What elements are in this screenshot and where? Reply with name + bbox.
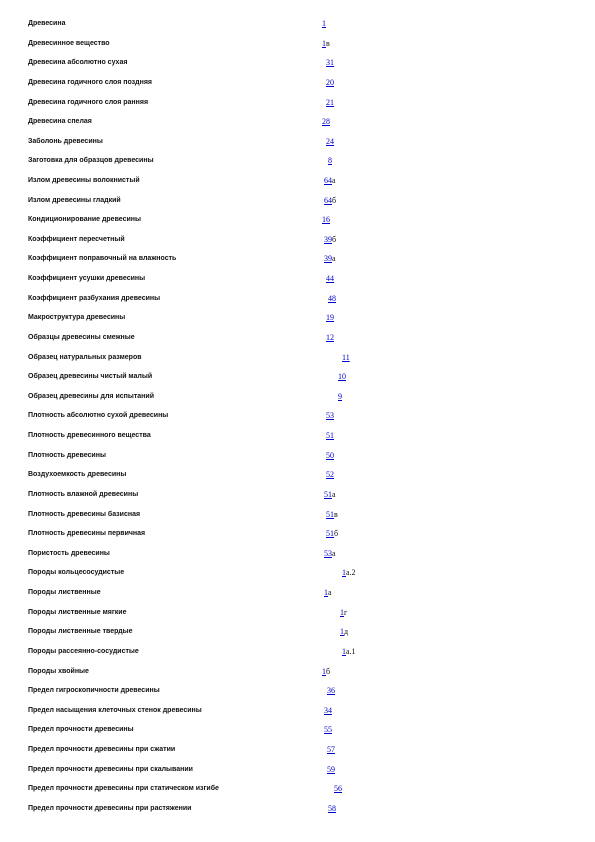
index-term: Излом древесины волокнистый	[28, 177, 140, 184]
index-row	[0, 410, 595, 422]
index-ref-number[interactable]: 51	[324, 489, 332, 499]
index-ref-link[interactable]	[326, 77, 334, 89]
index-ref-number[interactable]: 53	[326, 411, 334, 421]
index-term: Предел прочности древесины	[28, 726, 134, 734]
index-term: Заболонь древесины	[28, 137, 103, 145]
index-ref-number[interactable]: 1	[340, 627, 344, 637]
index-ref-number[interactable]: 1	[340, 607, 344, 617]
index-row	[0, 783, 595, 795]
index-ref-link[interactable]	[327, 764, 335, 776]
index-ref-suffix: б	[326, 666, 331, 676]
index-row	[0, 136, 595, 148]
index-ref-number[interactable]: 51	[326, 431, 334, 440]
index-row	[0, 744, 595, 756]
index-ref-suffix: б	[332, 195, 337, 205]
index-term: Породы лиственные твердые	[28, 628, 133, 636]
index-ref-number[interactable]: 21	[326, 97, 334, 107]
index-row	[0, 803, 595, 815]
index-term: Предел прочности древесины при статическом изгибе	[28, 785, 219, 793]
index-ref-number[interactable]: 52	[326, 470, 334, 480]
index-term: Пористость древесины	[28, 549, 110, 557]
index-term: Древесина годичного слоя ранняя	[28, 98, 149, 106]
index-ref-link[interactable]	[322, 214, 330, 226]
index-term: Плотность влажной древесины	[28, 490, 139, 498]
index-ref-link[interactable]	[328, 155, 332, 167]
index-row	[0, 548, 595, 560]
index-ref-suffix: а	[328, 588, 332, 597]
index-ref-link[interactable]	[324, 195, 336, 207]
index-ref-number[interactable]: 56	[334, 784, 342, 794]
index-row	[0, 450, 595, 462]
index-ref-number[interactable]: 16	[322, 215, 330, 225]
index-term: Породы кольцесосудистые	[28, 569, 125, 577]
index-row	[0, 391, 595, 403]
index-ref-link[interactable]	[326, 57, 334, 69]
index-row	[0, 352, 595, 364]
index-ref-number[interactable]: 39	[324, 234, 332, 244]
index-ref-link[interactable]	[326, 97, 334, 109]
index-term: Излом древесины гладкий	[28, 196, 121, 204]
index-term: Образец натуральных размеров	[28, 353, 142, 361]
index-row	[0, 685, 595, 697]
index-ref-link[interactable]	[322, 116, 330, 128]
index-ref-link[interactable]	[340, 626, 348, 638]
index-ref-link[interactable]	[334, 783, 342, 795]
index-ref-link[interactable]	[324, 548, 336, 560]
index-ref-suffix: г	[344, 607, 348, 617]
index-row	[0, 38, 595, 50]
index-ref-link[interactable]	[338, 371, 346, 383]
index-row	[0, 607, 595, 619]
index-ref-link[interactable]	[342, 352, 350, 364]
index-row	[0, 764, 595, 776]
index-row	[0, 528, 595, 540]
index-term: Предел прочности древесины при скалывании	[28, 765, 193, 773]
index-ref-link[interactable]	[324, 724, 332, 736]
index-term: Древесина	[28, 20, 66, 27]
index-term: Кондиционирование древесины	[28, 216, 141, 224]
index-ref-number[interactable]: 51	[326, 509, 334, 519]
index-ref-link[interactable]	[322, 666, 330, 678]
index-row	[0, 371, 595, 383]
index-ref-number[interactable]: 39	[324, 254, 332, 264]
index-ref-number[interactable]: 64	[324, 195, 332, 205]
index-term: Образцы древесины смежные	[28, 333, 135, 341]
index-ref-number[interactable]: 34	[324, 705, 332, 715]
index-term: Предел прочности древесины при растяжении	[28, 804, 192, 812]
index-row	[0, 646, 595, 658]
index-ref-number[interactable]: 44	[326, 274, 334, 284]
index-term: Древесина годичного слоя поздняя	[28, 78, 152, 86]
index-row	[0, 214, 595, 226]
index-ref-link[interactable]	[326, 312, 334, 324]
index-term: Древесинное вещество	[28, 39, 110, 47]
index-ref-link[interactable]	[327, 744, 335, 756]
index-ref-suffix: в	[334, 509, 338, 519]
index-row	[0, 489, 595, 501]
index-ref-number[interactable]: 10	[338, 372, 346, 382]
index-row	[0, 332, 595, 344]
index-ref-number[interactable]: 57	[327, 744, 335, 754]
index-ref-link[interactable]	[326, 509, 338, 521]
index-row	[0, 587, 595, 599]
index-ref-link[interactable]	[322, 38, 330, 50]
index-term: Коэффициент разбухания древесины	[28, 294, 161, 302]
index-term: Плотность древесины первичная	[28, 530, 146, 538]
index-term: Образец древесины чистый малый	[28, 373, 153, 381]
index-row	[0, 18, 595, 30]
index-ref-number[interactable]: 19	[326, 313, 334, 323]
index-row	[0, 430, 595, 442]
index-row	[0, 234, 595, 246]
index-term: Плотность древесины	[28, 451, 106, 459]
index-ref-link[interactable]	[324, 705, 332, 717]
index-ref-link[interactable]	[324, 175, 336, 187]
index-row	[0, 626, 595, 638]
index-ref-suffix: д	[344, 627, 349, 637]
index-ref-number[interactable]: 1	[324, 588, 328, 597]
index-ref-link[interactable]	[328, 293, 336, 305]
index-ref-link[interactable]	[326, 136, 334, 148]
index-term: Плотность абсолютно сухой древесины	[28, 412, 169, 420]
index-term: Древесина абсолютно сухая	[28, 59, 128, 67]
index-ref-number[interactable]: 9	[338, 391, 342, 401]
index-ref-number[interactable]: 55	[324, 725, 332, 735]
index-term: Образец древесины для испытаний	[28, 392, 154, 400]
index-row	[0, 253, 595, 265]
index-ref-number[interactable]: 48	[328, 293, 336, 303]
index-term: Коэффициент усушки древесины	[28, 275, 146, 283]
index-ref-suffix: а.2	[346, 568, 356, 578]
index-ref-link[interactable]	[324, 253, 336, 265]
index-row	[0, 175, 595, 187]
index-ref-suffix: а	[332, 254, 336, 264]
index-ref-link[interactable]	[326, 430, 334, 442]
index-row	[0, 666, 595, 678]
index-ref-link[interactable]	[326, 410, 334, 422]
index-row	[0, 567, 595, 579]
index-ref-number[interactable]: 51	[326, 529, 334, 539]
index-term: Породы рассеянно-сосудистые	[28, 647, 139, 655]
index-term: Плотность древесины базисная	[28, 510, 141, 518]
index-ref-suffix: б	[334, 529, 339, 539]
index-ref-link[interactable]	[328, 803, 336, 815]
index-row	[0, 293, 595, 305]
index-ref-link[interactable]	[338, 391, 342, 403]
index-ref-link[interactable]	[326, 450, 334, 462]
index-term: Породы хвойные	[28, 667, 89, 675]
index-ref-number[interactable]: 8	[328, 156, 332, 166]
index-ref-number[interactable]: 59	[327, 764, 335, 774]
index-ref-number[interactable]: 36	[327, 686, 335, 696]
index-term: Породы лиственные	[28, 589, 101, 596]
index-term: Предел насыщения клеточных стенок древесины	[28, 706, 202, 714]
index-ref-link[interactable]	[342, 646, 356, 658]
index-term: Предел прочности древесины при сжатии	[28, 745, 176, 753]
index-ref-link[interactable]	[327, 685, 335, 697]
index-ref-number[interactable]: 53	[324, 548, 332, 558]
index-ref-link[interactable]	[326, 469, 334, 481]
index-ref-suffix: в	[326, 38, 330, 48]
index-ref-suffix: а	[332, 548, 336, 558]
index-ref-suffix: а.1	[346, 646, 356, 656]
index-ref-number[interactable]: 1	[322, 666, 326, 676]
index-row	[0, 705, 595, 717]
index-term: Макроструктура древесины	[28, 314, 126, 322]
index-ref-link[interactable]	[340, 607, 347, 619]
index-ref-number[interactable]: 1	[342, 568, 346, 578]
index-ref-number[interactable]: 28	[322, 117, 330, 127]
index-ref-number[interactable]: 64	[324, 176, 332, 185]
index-ref-number[interactable]: 11	[342, 352, 350, 362]
index-ref-number[interactable]: 20	[326, 77, 334, 87]
index-ref-link[interactable]	[342, 567, 356, 579]
index-ref-number[interactable]: 1	[322, 38, 326, 48]
index-row	[0, 116, 595, 128]
index-term: Древесина спелая	[28, 118, 92, 126]
index-ref-number[interactable]: 58	[328, 803, 336, 813]
index-ref-number[interactable]: 50	[326, 450, 334, 460]
index-ref-number[interactable]: 24	[326, 136, 334, 146]
index-ref-link[interactable]	[326, 332, 334, 344]
index-row	[0, 312, 595, 324]
index-row	[0, 57, 595, 69]
index-term: Коэффициент пересчетный	[28, 235, 125, 243]
index-ref-link[interactable]	[326, 528, 338, 540]
index-row	[0, 273, 595, 285]
index-ref-number[interactable]: 1	[322, 19, 326, 28]
index-row	[0, 509, 595, 521]
index-ref-link[interactable]	[324, 234, 336, 246]
index-ref-suffix: а	[332, 489, 336, 499]
index-row	[0, 77, 595, 89]
index-row	[0, 469, 595, 481]
index-ref-number[interactable]: 31	[326, 58, 334, 68]
index-term: Воздухоемкость древесины	[28, 471, 127, 479]
index-row	[0, 195, 595, 207]
index-term: Плотность древесинного вещества	[28, 432, 151, 439]
index-row	[0, 155, 595, 167]
index-ref-link[interactable]	[326, 273, 334, 285]
index-term: Заготовка для образцов древесины	[28, 157, 154, 165]
index-term: Предел гигроскопичности древесины	[28, 687, 160, 695]
index-ref-link[interactable]	[324, 489, 336, 501]
index-term: Коэффициент поправочный на влажность	[28, 255, 177, 263]
index-ref-link[interactable]	[324, 587, 332, 599]
index-ref-suffix: а	[332, 176, 336, 185]
index-ref-number[interactable]: 12	[326, 332, 334, 342]
index-row	[0, 97, 595, 109]
index-term: Породы лиственные мягкие	[28, 608, 127, 616]
index-row	[0, 724, 595, 736]
index-ref-suffix: б	[332, 234, 337, 244]
index-ref-number[interactable]: 1	[342, 646, 346, 656]
index-ref-link[interactable]	[322, 18, 326, 30]
